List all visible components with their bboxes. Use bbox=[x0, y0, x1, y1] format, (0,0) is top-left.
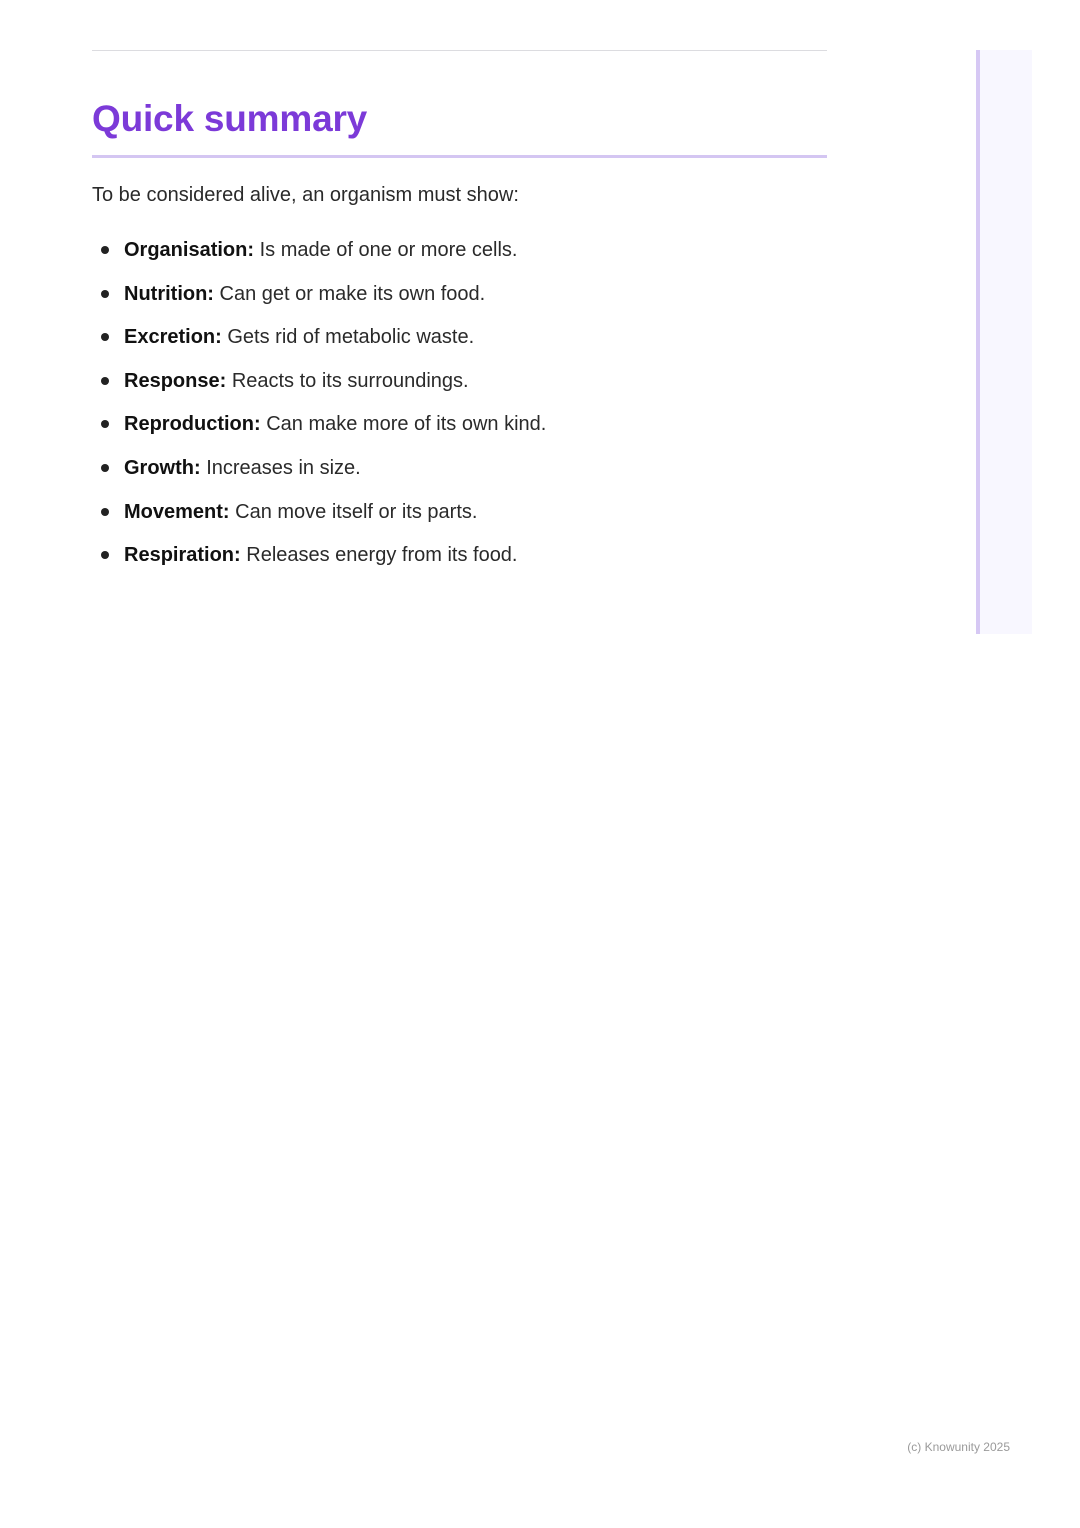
criterion-description: Is made of one or more cells. bbox=[259, 239, 518, 261]
list-item bbox=[92, 541, 546, 585]
list-item bbox=[92, 454, 546, 498]
bullet-icon bbox=[101, 551, 109, 559]
list-item bbox=[92, 236, 546, 280]
bullet-icon bbox=[101, 508, 109, 516]
criterion-description: Can make more of its own kind. bbox=[266, 413, 547, 436]
criterion-term: Growth: bbox=[124, 456, 207, 479]
list-item bbox=[92, 280, 546, 324]
criterion-term: Organisation: bbox=[124, 239, 260, 261]
criterion-description: Reacts to its surroundings. bbox=[231, 369, 469, 392]
list-item bbox=[92, 410, 546, 454]
intro-text: To be considered alive, an organism must show: bbox=[92, 184, 519, 206]
criterion-term: Excretion: bbox=[124, 326, 228, 349]
criterion-description: Gets rid of metabolic waste. bbox=[227, 326, 475, 349]
criterion-description: Can move itself or its parts. bbox=[235, 500, 478, 523]
section-title: Quick summary bbox=[92, 98, 368, 139]
criterion-description: Can get or make its own food. bbox=[219, 282, 486, 305]
criterion-term: Nutrition: bbox=[124, 282, 220, 305]
criterion-description: Releases energy from its food. bbox=[246, 544, 518, 567]
criterion-term: Reproduction: bbox=[124, 413, 267, 436]
criterion-term: Response: bbox=[124, 369, 232, 392]
criterion-term: Movement: bbox=[124, 500, 236, 523]
title-underline bbox=[92, 155, 827, 158]
list-item bbox=[92, 498, 546, 542]
side-note-panel bbox=[976, 50, 1032, 634]
bullet-icon bbox=[101, 464, 109, 472]
bullet-icon bbox=[101, 420, 109, 428]
life-criteria-list bbox=[92, 236, 546, 585]
bullet-icon bbox=[101, 246, 109, 254]
list-item bbox=[92, 323, 546, 367]
top-divider bbox=[92, 50, 827, 51]
bullet-icon bbox=[101, 377, 109, 385]
list-item bbox=[92, 367, 546, 411]
bullet-icon bbox=[101, 290, 109, 298]
copyright-footer: (c) Knowunity 2025 bbox=[907, 1440, 1010, 1454]
bullet-icon bbox=[101, 333, 109, 341]
criterion-term: Respiration: bbox=[124, 544, 247, 567]
criterion-description: Increases in size. bbox=[206, 456, 361, 479]
